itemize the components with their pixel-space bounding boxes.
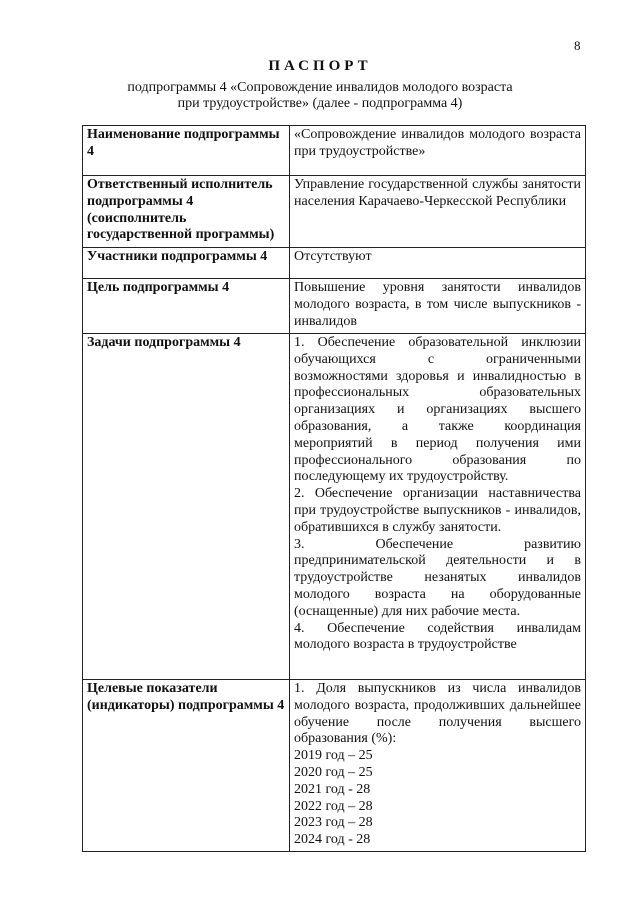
table-row: [83, 680, 586, 852]
subtitle-line: при трудоустройстве» (далее - подпрограмма 4): [177, 96, 463, 111]
table-row: [83, 248, 586, 279]
row-value: [290, 334, 586, 680]
table-row: [83, 126, 586, 176]
page-subtitle: [60, 80, 580, 112]
value-year-line: 2019 год – 25: [294, 748, 373, 764]
value-paragraph: 4. Обеспечение содействия инвалидам молодого возраста в трудоустройстве: [294, 620, 581, 653]
row-label: Цель подпрограммы 4: [83, 279, 290, 334]
value-paragraph: Повышение уровня занятости инвалидов молодого возраста, в том числе выпускников - инвалидов: [294, 280, 581, 329]
value-paragraph: 2. Обеспечение организации наставничества при трудоустройстве выпускников - инвалидов, обратившихся в службу занятости.: [294, 486, 581, 535]
value-paragraph: 3. Обеспечение развитию предпринимательской деятельности и в трудоустройстве незанятых инвалидов молодого возраста на оборудованные (оснащенные) для них рабочие места.: [294, 536, 581, 619]
table-row: [83, 334, 586, 680]
row-label: Целевые показатели (индикаторы) подпрограммы 4: [83, 680, 290, 852]
row-label: Ответственный исполнитель подпрограммы 4 (соисполнитель государственной программы): [83, 176, 290, 248]
passport-table: [82, 125, 586, 852]
row-label: Задачи подпрограммы 4: [83, 334, 290, 680]
subtitle-line: подпрограммы 4 «Сопровождение инвалидов молодого возраста: [127, 80, 513, 95]
page-number: 8: [574, 38, 581, 53]
row-label: Наименование подпрограммы 4: [83, 126, 290, 176]
value-paragraph: 1. Доля выпускников из числа инвалидов молодого возраста, продолживших дальнейшее обучение после получения высшего образования (%):: [294, 681, 581, 747]
row-value: [290, 248, 586, 279]
row-label: Участники подпрограммы 4: [83, 248, 290, 279]
row-value: [290, 680, 586, 852]
value-year-line: 2021 год - 28: [294, 781, 371, 797]
value-year-line: 2023 год – 28: [294, 815, 373, 831]
table-row: [83, 176, 586, 248]
value-paragraph: Отсутствуют: [294, 249, 372, 264]
row-value: [290, 126, 586, 176]
value-year-line: 2020 год – 25: [294, 764, 373, 780]
row-value: [290, 279, 586, 334]
value-paragraph: «Сопровождение инвалидов молодого возраста при трудоустройстве»: [294, 127, 581, 159]
row-value: [290, 176, 586, 248]
value-paragraph: 1. Обеспечение образовательной инклюзии обучающихся с ограниченными возможностями здоровья и инвалидностью в профессиональных образовательных организациях и организациях высшего образования, а также координация мероприятий в период получения ими профессионального образования по последующему их трудоустройству.: [294, 335, 581, 485]
value-year-line: 2022 год – 28: [294, 798, 373, 814]
table-row: [83, 279, 586, 334]
value-paragraph: Управление государственной службы занятости населения Карачаево-Черкесской Республики: [294, 177, 581, 209]
value-year-line: 2024 год - 28: [294, 832, 371, 848]
page-title: ПАСПОРТ: [268, 58, 372, 74]
